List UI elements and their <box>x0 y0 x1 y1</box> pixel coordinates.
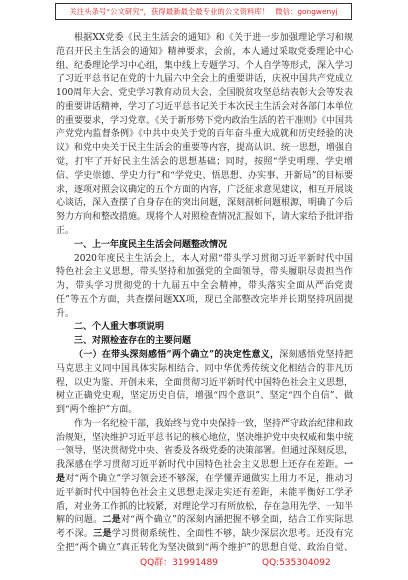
section-3-heading: 三、对照检查存在的主要问题 <box>74 336 192 347</box>
section-3-item-1-subheading <box>56 349 353 418</box>
subheading-lead: （一）在带头深刻感悟“两个确立”的决定性意义， <box>74 349 280 360</box>
promo-banner-text: 关注头条号“公文研究”，获得最新最全最专业的公文资料库！ <box>69 7 270 16</box>
point-1-text: 对“两个确立”学习领会还不够深，在学懂弄通做实上用力不足，推动习近平新时代中国特色社会主义思想走深走实还有差距，未能平衡好工学矛盾，对业务工作抓的比较紧，对理论学习有所放松，存在急用先学、一知半解的问题。 <box>56 474 353 526</box>
point-1-label: 一是 <box>56 460 353 484</box>
point-2-text: 对“两个确立”的深刻内涵把握不够全面，结合工作实际思考不深。 <box>56 515 353 540</box>
promo-banner <box>55 3 352 20</box>
section-3-item-1-paragraph <box>56 418 353 556</box>
section-1-heading: 一、上一年度民主生活会问题整改情况 <box>74 239 228 250</box>
paragraph-opening: 作为一名纪检干部，我始终与党中央保持一致，坚持严守政治纪律和政治规矩，坚决维护习近平总书记的核心地位，坚决维护党中央权威和集中统一领导，坚决贯彻党中央、省委及各级党委的决策部署。但通过深刻反思，我深感在学习贯彻习近平新时代中国特色社会主义思想上还存在差距。 <box>56 418 353 471</box>
qq-group-number: QQ群：31991489 <box>140 558 218 568</box>
contact-footer <box>140 556 350 570</box>
section-2-heading: 二、个人重大事项说明 <box>74 322 165 333</box>
promo-banner-wechat: 微信：gongwenyj <box>275 7 338 16</box>
qq-number: QQ:535304092 <box>262 558 331 568</box>
section-1-paragraph: 2020年度民主生活会上，本人对照“带头学习贯彻习近平新时代中国特色社会主义思想，带头坚持和加强党的全面领导，带头履职尽责担当作为，带头学习贯彻党的十九届五中全会精神，带头落实全面从严治党责任”等五个方面，共查摆问题XX项，现已全部整改完毕并长期坚持巩固提升。 <box>56 253 353 319</box>
point-2-label: 二是 <box>102 515 121 526</box>
document-body <box>56 32 353 556</box>
intro-paragraph: 根据XX党委《民主生活会的通知》和《关于进一步加强理论学习和规范召开民主生活会的通知》精神要求，会前，本人通过采取党委理论中心组、纪委理论学习中心组，集中线上专题学习、个人自学等形式，深入学习了习近平总书记在党的十九届六中全会上的重要讲话，庆祝中国共产党成立100周年大会、党史学习教育动员大会、全国脱贫攻坚总结表彰大会等发表的重要讲话精神，学习了习近平总书记关于本次民主生活会对各部门本单位的重要要求，学习党章、《关于新形势下党内政治生活的若干准则》《中国共产党党内监督条例》《中共中央关于党的百年奋斗重大成就和历史经验的决议》和党中央关于民主生活会的重要等内容，提高认识、统一思想，增强自觉，打牢了开好民主生活会的思想基础；同时，按照“学史明理、学史增信、学史崇德、学史力行”和“学党史、悟思想、办实事、开新局”的目标要求，逐项对照会议确定的五个方面的内容，广泛征求意见建议，相互开展谈心谈话，深入查摆了自身存在的突出问题，深刻剖析问题根源，明确了今后努力方向和整改措施。现将个人对照检查情况汇报如下，请大家给予批评指正。 <box>56 33 353 236</box>
point-3-label: 三是 <box>93 529 112 540</box>
point-3-text: 学习贯彻系统性、全面性不够，缺少深层次思考。还没有完全把“两个确立”真正转化为坚决做到“两个维护”的思想自觉、政治自觉、 <box>56 529 353 553</box>
subheading-rest: 深刻感悟党坚持把马克思主义同中国具体实际相结合、同中华优秀传统文化相结合的非凡历程，以史为鉴、开创未来，全面贯彻习近平新时代中国特色社会主义思想，树立正确党史观，坚定历史自信，增强“四个意识”、坚定“四个自信”、做到“两个维护”方面。 <box>56 349 353 416</box>
